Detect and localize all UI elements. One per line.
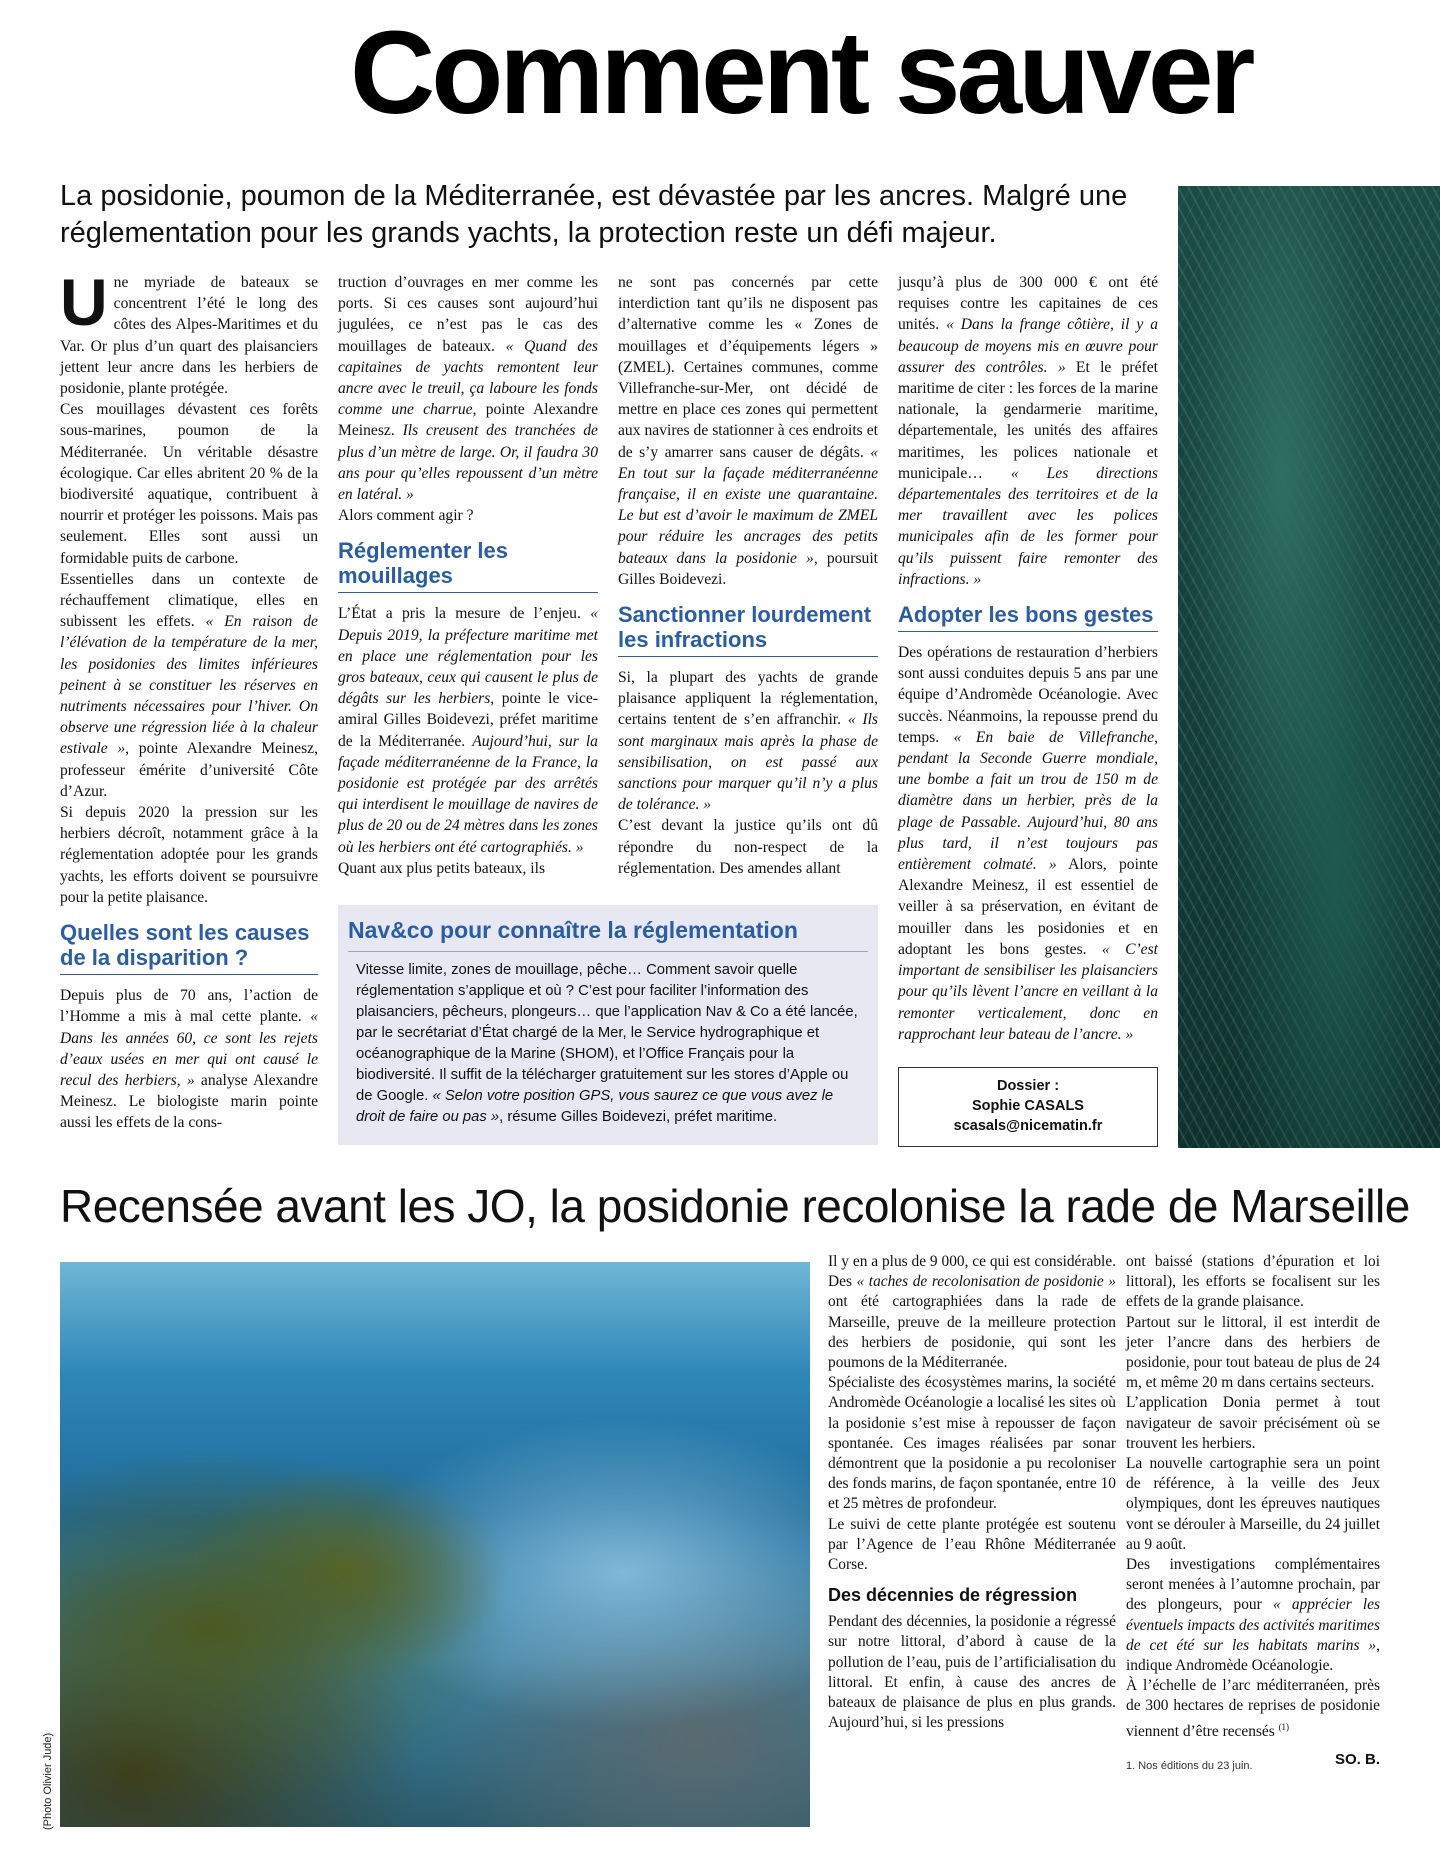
photo-credit — [40, 1700, 60, 1830]
col4-quote: « Dans la frange côtière, il y a beaucoup de moyens mis en œuvre pour assurer des contrôles. » — [898, 316, 1158, 376]
box-body-a: Vitesse limite, zones de mouillage, pêche… Comment savoir quelle réglementation s’applique et où ? C’est pour faciliter l’information des plaisanciers, pêcheurs, plongeurs… que l’application Nav & Co a été lancée, par le secrétariat d’État chargé de la Mer, le Service hydrographique et océanographique de la Marine (SHOM), et l’Office Français pour la biodiversité. Il suffit de la télécharger gratuitement sur les stores d’Apple ou de Google. — [356, 962, 858, 1104]
subhead-gestes: Adopter les bons gestes — [898, 602, 1158, 632]
col2-quote: « Quand des capitaines de yachts remontent leur ancre avec le treuil, ça laboure les fonds comme une charrue, — [338, 337, 598, 419]
col1-p3a: Essentielles dans un contexte de réchauffement climatique, elles en subissent les effets. — [60, 570, 318, 631]
col2-quote-4: Aujourd’hui, sur la façade méditerranéenne de la France, la posidonie est protégée par des arrêtés qui interdisent le mouillage de navires de plus de 20 ou de 24 mètres dans les zones où les herbiers ont été cartographiés. » — [338, 732, 598, 856]
col1-p5a: Depuis plus de 70 ans, l’action de l’Homme a mis à mal cette plante. — [60, 987, 318, 1026]
col4-quote-2: « Les directions départementales des territoires et de la mer travaillent avec les polices municipales afin de les former pour qu’ils puissent faire remonter des infractions. » — [898, 464, 1159, 588]
colB2-p3: L’application Donia permet à tout navigateur de savoir précisément où se trouvent les herbiers. — [1126, 1394, 1380, 1452]
box-body-b: , résume Gilles Boidevezi, préfet maritime. — [499, 1109, 778, 1125]
col3-p1b: , poursuit Gilles Boidevezi. — [618, 549, 878, 588]
col3-p3: C’est devant la justice qu’ils ont dû répondre du non-respect de la réglementation. Des amendes allant — [618, 817, 878, 877]
col4-quote-3: « En baie de Villefranche, pendant la Seconde Guerre mondiale, une bombe a fait un trou de 150 m de diamètre dans un herbier, près de la plage de Passable. Aujourd’hui, 80 ans plus tard, il n’est toujours pas entièrement colmaté. » — [898, 728, 1158, 874]
colB1-p2: Spécialiste des écosystèmes marins, la société Andromède Océanologie a localisé les sites où la posidonie s’est mise à repousser de façon spontanée. Ces images réalisées par sonar démontrent que la posidonie a pu recoloniser des fonds marins, de façon spontanée, entre 10 et 25 mètres de profondeur. — [828, 1374, 1116, 1513]
navco-info-box — [338, 905, 878, 1145]
colB1-p4: Pendant des décennies, la posidonie a régressé sur notre littoral, d’abord à cause de la pollution de l’eau, puis de l’artificialisation du littoral. Et enfin, à cause des ancres de bateaux de plaisance de plus en plus grands. Aujourd’hui, si les pressions — [828, 1613, 1116, 1732]
col2-p3a: L’État a pris la mesure de l’enjeu. — [338, 605, 581, 623]
colB2-p2: Partout sur le littoral, il est interdit de jeter l’ancre dans des herbiers de posidonie, pour tout bateau de plus de 24 m, et même 20 m dans certains secteurs. — [1126, 1313, 1380, 1392]
colB2-p4: La nouvelle cartographie sera un point de référence, à la veille des Jeux olympiques, dont les épreuves nautiques vont se dérouler à Marseille, du 24 juillet au 9 août. — [1126, 1455, 1380, 1553]
colB1-p1a: Il y en a plus de 9 000, ce qui est considérable. Des — [828, 1253, 1116, 1291]
col2-p1a: truction d’ouvrages en mer comme les ports. Si ces causes sont aujourd’hui jugulées, ce n’est pas le cas des mouillages de bateaux. — [338, 274, 598, 355]
col1-p3b: , pointe Alexandre Meinesz, professeur émérite d’université Côte d’Azur. — [60, 740, 318, 800]
subhead-causes: Quelles sont les causes de la disparition ? — [60, 920, 318, 975]
col3-p1a: ne sont pas concernés par cette interdiction tant qu’ils ne disposent pas d’alternative comme les « Zones de mouillages et d’équipements légers » (ZMEL). Certaines communes, comme Villefranche-sur-Mer, ont décidé de mettre en place ces zones qui permettent aux navires de stationner à ces endroits et de s’y amarrer sans causer de dégâts. — [618, 274, 878, 461]
col2-p4: Quant aux plus petits bateaux, ils — [338, 859, 546, 877]
box-body — [348, 960, 868, 1128]
page-headline: Comment sauver — [350, 7, 1252, 139]
col1-p1: ne myriade de bateaux se concentrent l’été le long des côtes des Alpes-Maritimes et du Var. Or plus d’un quart des plaisanciers jettent leur ancre dans les herbiers de posidonie, plante protégée. — [60, 274, 318, 398]
colB2-p6: À l’échelle de l’arc méditerranéen, près de 300 hectares de reprises de posidonie viennent d’être recensés — [1126, 1677, 1380, 1740]
col1-p2: Ces mouillages dévastent ces forêts sous-marines, poumon de la Méditerranée. Un véritable désastre écologique. Car elles abritent 20 % de la biodiversité aquatique, contribuent à nourrir et protéger les poissons. Mais pas seulement. Elles sont aussi un formidable puits de carbone. — [60, 401, 318, 567]
colB2-p1: ont baissé (stations d’épuration et loi littoral), les efforts se focalisent sur les effets de la grande plaisance. — [1126, 1253, 1380, 1311]
col1-p4: Si depuis 2020 la pression sur les herbiers décroît, notamment grâce à la réglementation adoptée pour les grands yachts, les efforts doivent se poursuivre pour la petite plaisance. — [60, 804, 318, 906]
col2-p1b: pointe Alexandre Meinesz. — [338, 401, 598, 440]
subhead-reglementer: Réglementer les mouillages — [338, 538, 598, 593]
col2-quote-3: « Depuis 2019, la préfecture maritime met en place une réglementation pour les gros bateaux, ceux qui causent le plus de dégâts sur les herbiers, — [338, 605, 598, 708]
dropcap: U — [60, 265, 108, 339]
col2-quote-2: Ils creusent des tranchées de plus d’un mètre de large. Or, il faudra 30 ans pour qu’elles repoussent d’un mètre en latéral. » — [338, 422, 598, 504]
second-headline: Recensée avant les JO, la posidonie recolonise la rade de Marseille — [60, 1180, 1410, 1232]
colB1-p3: Le suivi de cette plante protégée est soutenu par l’Agence de l’eau Rhône Méditerranée Corse. — [828, 1515, 1116, 1574]
colB2-p5b: , indique Andromède Océanologie. — [1126, 1636, 1380, 1675]
dossier-label: Dossier : — [996, 1078, 1060, 1094]
col4-quote-4: « C’est important de sensibiliser les plaisanciers pour qu’ils lèvent l’ancre en veillant à la remonter verticalement, donc en rapprochant leur bateau de l’ancre. » — [898, 940, 1158, 1043]
col2-p2: Alors comment agir ? — [338, 507, 474, 525]
box-title: Nav&co pour connaître la réglementation — [348, 915, 868, 952]
seagrass-photo-top — [1178, 186, 1440, 1148]
col4-p1a: jusqu’à plus de 300 000 € ont été requises contre les capitaines de ces unités. — [898, 274, 1158, 334]
article-column-4 — [898, 272, 1158, 1045]
article-column-2 — [338, 272, 598, 879]
col1-quote: « En raison de l’élévation de la température de la mer, les posidonies des limites inférieures peinent à se constituer les réserves en nutriments nécessaires pour l’hiver. On observe une régression liée à la chaleur estivale » — [60, 613, 318, 758]
article2-column-2 — [1126, 1252, 1380, 1776]
footnote-marker: (1) — [1278, 1721, 1290, 1732]
col3-p2a: Si, la plupart des yachts de grande plaisance appliquent la réglementation, certains tentent de s’en affranchir. — [618, 669, 878, 729]
col4-p2a: Des opérations de restauration d’herbiers sont aussi conduites depuis 5 ans par une équipe d’Andromède Océanologie. Avec succès. Néanmoins, la repousse prend du temps. — [898, 644, 1158, 746]
col4-p1b: Et le préfet maritime de citer : les forces de la marine nationale, la gendarmerie maritime, départementale, les unités des affaires maritimes, les polices nationale et municipale… — [898, 358, 1158, 482]
dossier-credit — [898, 1067, 1158, 1147]
col2-p3b: pointe le vice-amiral Gilles Boidevezi, préfet maritime de la Méditerranée. — [338, 690, 598, 750]
footnote: 1. Nos éditions du 23 juin. — [1126, 1760, 1253, 1773]
col1-quote-2: « Dans les années 60, ce sont les rejets d’eaux usées en mer qui ont causé le recul des herbiers, » — [60, 1008, 318, 1089]
colB2-p5a: Des investigations complémentaires seront menées à l’automne prochain, par des plongeurs, pour — [1126, 1556, 1380, 1614]
underwater-photo — [60, 1262, 810, 1827]
box-quote: « Selon votre position GPS, vous saurez ce que vous avez le droit de faire ou pas » — [356, 1088, 834, 1125]
col4-p2b: Alors, pointe Alexandre Meinesz, il est essentiel de veiller à sa préservation, en évitant de mouiller dans les posidonies et en adoptant les bons gestes. — [898, 856, 1158, 958]
signature: SO. B. — [1334, 1751, 1380, 1768]
colB1-quote: « taches de recolonisation de posidonie » — [856, 1273, 1116, 1291]
colB1-p1b: ont été cartographiées dans la rade de Marseille, preuve de la meilleure protection des herbiers de posidonie, qui sont les poumons de la Méditerranée. — [828, 1293, 1116, 1372]
dossier-author: Sophie CASALS — [972, 1098, 1084, 1114]
photo-credit-text: (Photo Olivier Jude) — [42, 1732, 54, 1830]
article-column-3 — [618, 272, 878, 879]
col3-quote: « En tout sur la façade méditerranéenne française, il en existe une quarantaine. Le but est d’avoir le maximum de ZMEL pour réduire les ancrages des petits bateaux dans la posidonie » — [618, 443, 878, 567]
article-column-1 — [60, 265, 318, 1134]
subhead-decennies: Des décennies de régression — [828, 1585, 1078, 1606]
colB2-quote: « apprécier les éventuels impacts des activités maritimes de cet été sur les habitats marins » — [1126, 1596, 1380, 1654]
subhead-sanctionner: Sanctionner lourdement les infractions — [618, 602, 878, 657]
col1-p5b: analyse Alexandre Meinesz. Le biologiste marin pointe aussi les effets de la cons- — [60, 1071, 318, 1132]
deck-text: La posidonie, poumon de la Méditerranée, est dévastée par les ancres. Malgré une réglementation pour les grands yachts, la protection reste un défi majeur. — [60, 180, 1128, 249]
col3-quote-2: « Ils sont marginaux mais après la phase de sensibilisation, on est passé aux sanctions pour marquer qu’il n’y a plus de tolérance. » — [618, 711, 878, 814]
dossier-email: scasals@nicematin.fr — [953, 1118, 1103, 1134]
article2-column-1 — [828, 1252, 1116, 1733]
